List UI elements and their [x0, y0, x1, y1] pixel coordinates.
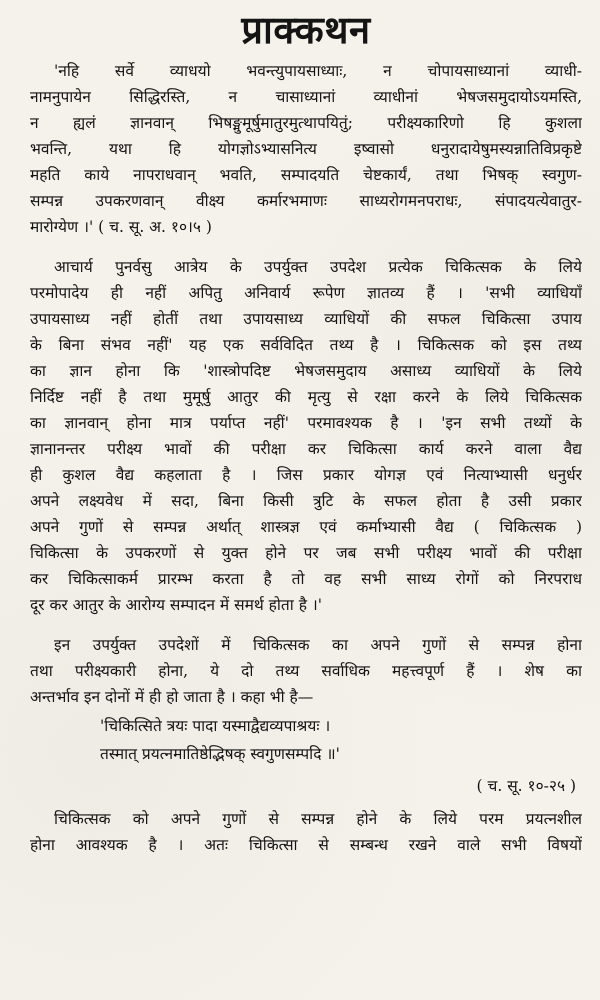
text-line: तथा परीक्ष्यकारी होना, ये दो तथ्य सर्वाधिक महत्त्वपूर्ण हैं । शेष का	[30, 662, 582, 680]
text-line: का ज्ञान होना कि 'शास्त्रोपदिष्ट भेषजसमुदाय असाध्य व्याधियों के लिये	[30, 362, 582, 380]
text-line: आचार्य पुनर्वसु आत्रेय के उपर्युक्त उपदेश प्रत्येक चिकित्सक के लिये	[54, 258, 582, 276]
text-line: अपने गुणों से सम्पन्न अर्थात् शास्त्रज्ञ एवं कर्माभ्यासी वैद्य ( चिकित्सक )	[30, 518, 582, 536]
verse-line: 'चिकित्सिते त्रयः पादा यस्माद्वैद्यव्यपाश्रयः ।	[100, 717, 331, 735]
text-line: 'नहि सर्वे व्याधयो भवन्त्युपायसाध्याः, न चोपायसाध्यानां व्याधी-	[54, 62, 582, 80]
text-line: भवन्ति, यथा हि योगज्ञोऽभ्यासनित्य इष्वासो धनुरादायेषुमस्यन्नातिविप्रकृष्टे	[30, 140, 582, 158]
text-line: कर चिकित्साकर्म प्रारम्भ करता है तो वह सभी साध्य रोगों को निरपराध	[30, 570, 582, 588]
text-line: अन्तर्भाव इन दोनों में ही हो जाता है । कहा भी है—	[30, 688, 314, 706]
page-title: प्राक्कथन	[241, 8, 371, 52]
text-line: ज्ञानानन्तर परीक्ष्य भावों की परीक्षा कर चिकित्सा कार्य करने वाला वैद्य	[30, 440, 582, 458]
text-line: चिकित्सा के उपकरणों से युक्त होने पर जब सभी परीक्ष्य भावों की परीक्षा	[30, 544, 582, 562]
verse-citation: ( च. सू. १०-२५ )	[476, 777, 576, 795]
paragraph-gap	[30, 240, 582, 254]
text-line: महति काये नापराधवान् भवति, सम्पादयति चेष्टकार्यं, तथा भिषक् स्वगुण-	[30, 166, 582, 184]
text-line: होना आवश्यक है । अतः चिकित्सा से सम्बन्ध रखने वाले सभी विषयों	[30, 836, 582, 854]
text-line: सम्पन्न उपकरणवान् वीक्ष्य कर्मारभमाणः साध्यरोगमनपराधः, संपादयत्येवातुर-	[30, 192, 582, 210]
text-line: दूर कर आतुर के आरोग्य सम्पादन में समर्थ होता है ।'	[30, 596, 322, 614]
text-line: उपायसाध्य नहीं होतीं तथा उपायसाध्य व्याधियों की सफल चिकित्सा उपाय	[30, 310, 582, 328]
sanskrit-verse	[100, 712, 582, 768]
text-line: अपने लक्ष्यवेध में सदा, बिना किसी त्रुटि के सफल होता है उसी प्रकार	[30, 492, 582, 510]
text-line: के बिना संभव नहीं' यह एक सर्वविदित तथ्य है । चिकित्सक को इस तथ्य	[30, 336, 582, 354]
text-line: नामनुपायेन सिद्धिरस्ति, न चासाध्यानां व्याधीनां भेषजसमुदायोऽयमस्ति,	[30, 88, 582, 106]
text-line: चिकित्सक को अपने गुणों से सम्पन्न होने के लिये परम प्रयत्नशील	[54, 810, 582, 828]
verse-line: तस्मात् प्रयत्नमातिष्ठेद्भिषक् स्वगुणसम्पदि ॥'	[100, 745, 340, 763]
text-line: मारोग्येण ।' ( च. सू. अ. १०।५ )	[30, 218, 212, 236]
text-line: का ज्ञानवान् होना मात्र पर्याप्त नहीं' परमावश्यक है । 'इन सभी तथ्यों के	[30, 414, 582, 432]
commentary-paragraph	[30, 254, 582, 618]
sanskrit-quote-paragraph	[30, 58, 582, 240]
paragraph-gap	[30, 618, 582, 632]
closing-paragraph	[30, 806, 582, 858]
summary-paragraph	[30, 632, 582, 710]
text-line: ही कुशल वैद्य कहलाता है । जिस प्रकार योगज्ञ एवं नित्याभ्यासी धनुर्धर	[30, 466, 582, 484]
text-line: परमोपादेय ही नहीं अपितु अनिवार्य रूपेण ज्ञातव्य हैं । 'सभी व्याधियाँ	[30, 284, 582, 302]
text-line: न ह्यलं ज्ञानवान् भिषङ्मुमूर्षुमातुरमुत्थापयितुं; परीक्ष्यकारिणो हि कुशला	[30, 114, 582, 132]
text-line: इन उपर्युक्त उपदेशों में चिकित्सक का अपने गुणों से सम्पन्न होना	[54, 636, 582, 654]
text-line: निर्दिष्ट नहीं है तथा मुमूर्षु आतुर की मृत्यु से रक्षा करने के लिये चिकित्सक	[30, 388, 582, 406]
